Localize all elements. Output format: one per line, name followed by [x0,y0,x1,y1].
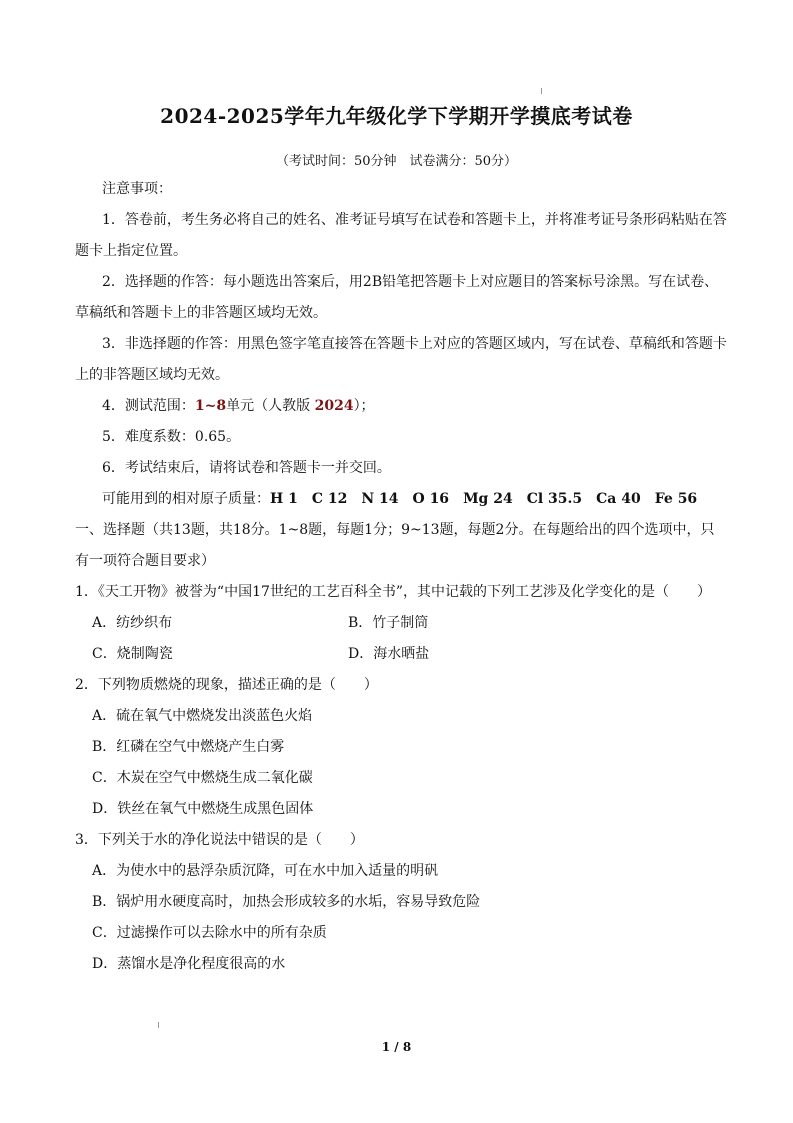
question-1-option-d: D．海水晒盐 [348,646,430,662]
test-range: 1~8 [194,398,227,414]
notice-item-1: 1．答卷前，考生务必将自己的姓名、准考证号填写在试卷和答题卡上，并将准考证号条形码粘贴在答 [102,212,727,228]
question-2-stem: 2．下列物质燃烧的现象，描述正确的是（ ） [75,677,378,693]
atom-fe: Fe 56 [654,491,698,507]
notice-item-2: 2．选择题的作答：每小题选出答案后，用2B铅笔把答题卡上对应题目的答案标号涂黑。写在试卷、 [102,274,719,290]
atom-o: O 16 [412,491,450,507]
section-1-heading-cont: 有一项符合题目要求） [75,553,215,569]
page-title: 2024-2025学年九年级化学下学期开学摸底考试卷 [160,104,633,128]
atomic-masses-label: 可能用到的相对原子质量： [102,491,270,507]
notice-item-3: 3．非选择题的作答：用黑色签字笔直接答在答题卡上对应的答题区域内，写在试卷、草稿纸和答题卡 [102,336,727,352]
question-3-option-c: C．过滤操作可以去除水中的所有杂质 [92,925,327,941]
scan-mark [158,1022,159,1028]
exam-time-score: （考试时间：50分钟 试卷满分：50分） [275,154,518,169]
question-3-option-b: B．锅炉用水硬度高时，加热会形成较多的水垢，容易导致危险 [92,894,481,910]
question-2-option-b: B．红磷在空气中燃烧产生白雾 [92,739,285,755]
notice-item-4-mid: 单元（人教版 [226,398,311,414]
atom-n: N 14 [361,491,399,507]
notice-item-4 [102,397,375,415]
atom-h: H 1 [270,491,298,507]
question-2-option-d: D．铁丝在氧气中燃烧生成黑色固体 [92,801,314,817]
notice-item-5: 5．难度系数：0.65。 [102,429,241,445]
atom-c: C 12 [311,491,348,507]
question-2-option-a: A．硫在氧气中燃烧发出淡蓝色火焰 [92,708,313,724]
question-3-option-d: D．蒸馏水是净化程度很高的水 [92,956,286,972]
atom-mg: Mg 24 [463,491,513,507]
notice-item-4-prefix: 4．测试范围： [102,398,195,414]
scan-mark [541,88,542,94]
notice-item-4-suffix: ）； [353,398,375,414]
atom-cl: Cl 35.5 [526,491,583,507]
question-3-option-a: A．为使水中的悬浮杂质沉降，可在水中加入适量的明矾 [92,863,439,879]
notice-item-1-cont: 题卡上指定位置。 [75,243,187,259]
atomic-masses [102,490,711,508]
question-1-stem: 1．《天工开物》被誉为“中国17世纪的工艺百科全书”，其中记载的下列工艺涉及化学变化的是（ ） [75,584,712,600]
page-number: 1 / 8 [381,1040,412,1054]
question-1-option-a: A．纺纱织布 [92,615,173,631]
notice-item-3-cont: 上的非答题区域均无效。 [75,367,229,383]
atom-ca: Ca 40 [596,491,641,507]
notice-item-6: 6．考试结束后，请将试卷和答题卡一并交回。 [102,460,391,476]
notice-item-2-cont: 草稿纸和答题卡上的非答题区域均无效。 [75,305,327,321]
question-1-option-c: C．烧制陶瓷 [92,646,173,662]
notice-heading: 注意事项： [102,181,172,197]
question-3-stem: 3．下列关于水的净化说法中错误的是（ ） [75,832,364,848]
question-1-option-b: B．竹子制筒 [348,615,429,631]
edition-year: 2024 [314,398,354,414]
section-1-heading: 一、选择题（共13题，共18分。1~8题，每题1分；9~13题，每题2分。在每题给出的四个选项中，只 [75,522,715,538]
question-2-option-c: C．木炭在空气中燃烧生成二氧化碳 [92,770,313,786]
